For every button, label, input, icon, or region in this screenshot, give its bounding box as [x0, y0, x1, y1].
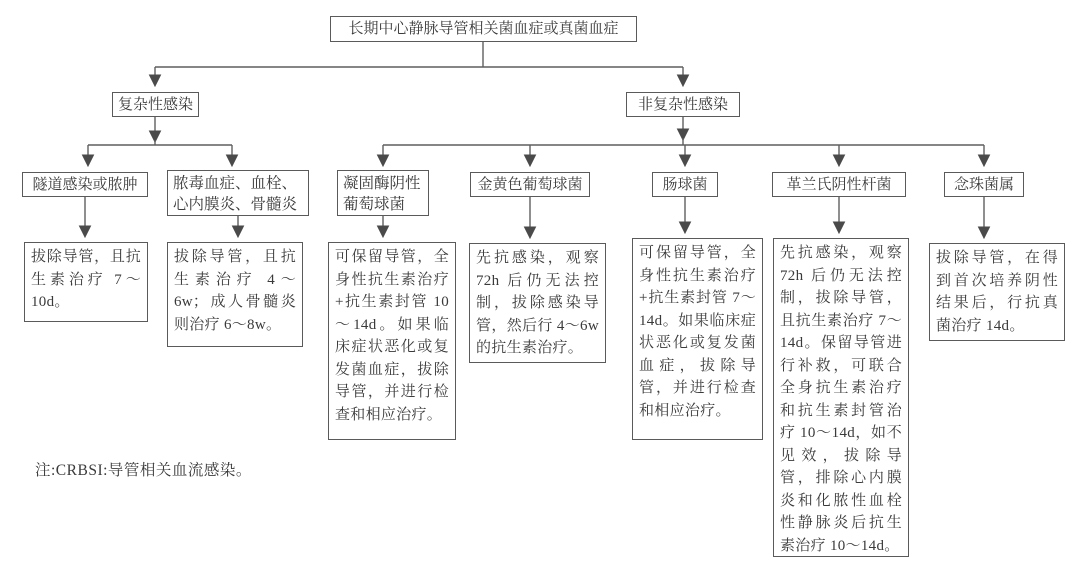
- branch-complicated-box: 复杂性感染: [112, 92, 199, 117]
- treatment-enterococcus-box: 可保留导管，全身性抗生素治疗+抗生素封管 7～14d。如果临床症状恶化或复发菌血症，拔除导管，并进行检查和相应治疗。: [632, 238, 763, 440]
- treatment-tunnel-box: 拔除导管，且抗生素治疗 7～10d。: [24, 242, 148, 322]
- root-node-box: 长期中心静脉导管相关菌血症或真菌血症: [330, 16, 637, 42]
- treatment-candida-box: 拔除导管，在得到首次培养阴性结果后，行抗真菌治疗 14d。: [929, 243, 1065, 341]
- treatment-cons-box: 可保留导管，全身性抗生素治疗+抗生素封管 10～14d。如果临床症状恶化或复发菌血症，拔除导管，并进行检查和相应治疗。: [328, 242, 456, 440]
- condition-enterococcus-box: 肠球菌: [652, 172, 718, 197]
- branch-uncomplicated-box: 非复杂性感染: [626, 92, 740, 117]
- condition-tunnel-box: 隧道感染或脓肿: [22, 172, 148, 197]
- footnote-text: 注:CRBSI:导管相关血流感染。: [35, 462, 252, 479]
- condition-candida-box: 念珠菌属: [944, 172, 1024, 197]
- treatment-saureus-box: 先抗感染，观察 72h 后仍无法控制，拔除感染导管，然后行 4～6w 的抗生素治疗。: [469, 243, 606, 363]
- condition-cons-box: 凝固酶阴性葡萄球菌: [337, 170, 429, 216]
- treatment-sepsis-box: 拔除导管，且抗生素治疗 4～6w；成人骨髓炎则治疗 6～8w。: [167, 242, 303, 347]
- condition-gramneg-box: 革兰氏阴性杆菌: [772, 172, 906, 197]
- condition-saureus-box: 金黄色葡萄球菌: [470, 172, 590, 197]
- condition-sepsis-box: 脓毒血症、血栓、心内膜炎、骨髓炎: [167, 170, 309, 216]
- treatment-gramneg-box: 先抗感染，观察 72h 后仍无法控制，拔除导管，且抗生素治疗 7～14d。保留导管进行补救，可联合全身抗生素治疗和抗生素封管治疗 10～14d，如不见效，拔除导管，排除心内膜炎和化脓性血栓性静脉炎后抗生素治疗 10～14d。: [773, 238, 909, 557]
